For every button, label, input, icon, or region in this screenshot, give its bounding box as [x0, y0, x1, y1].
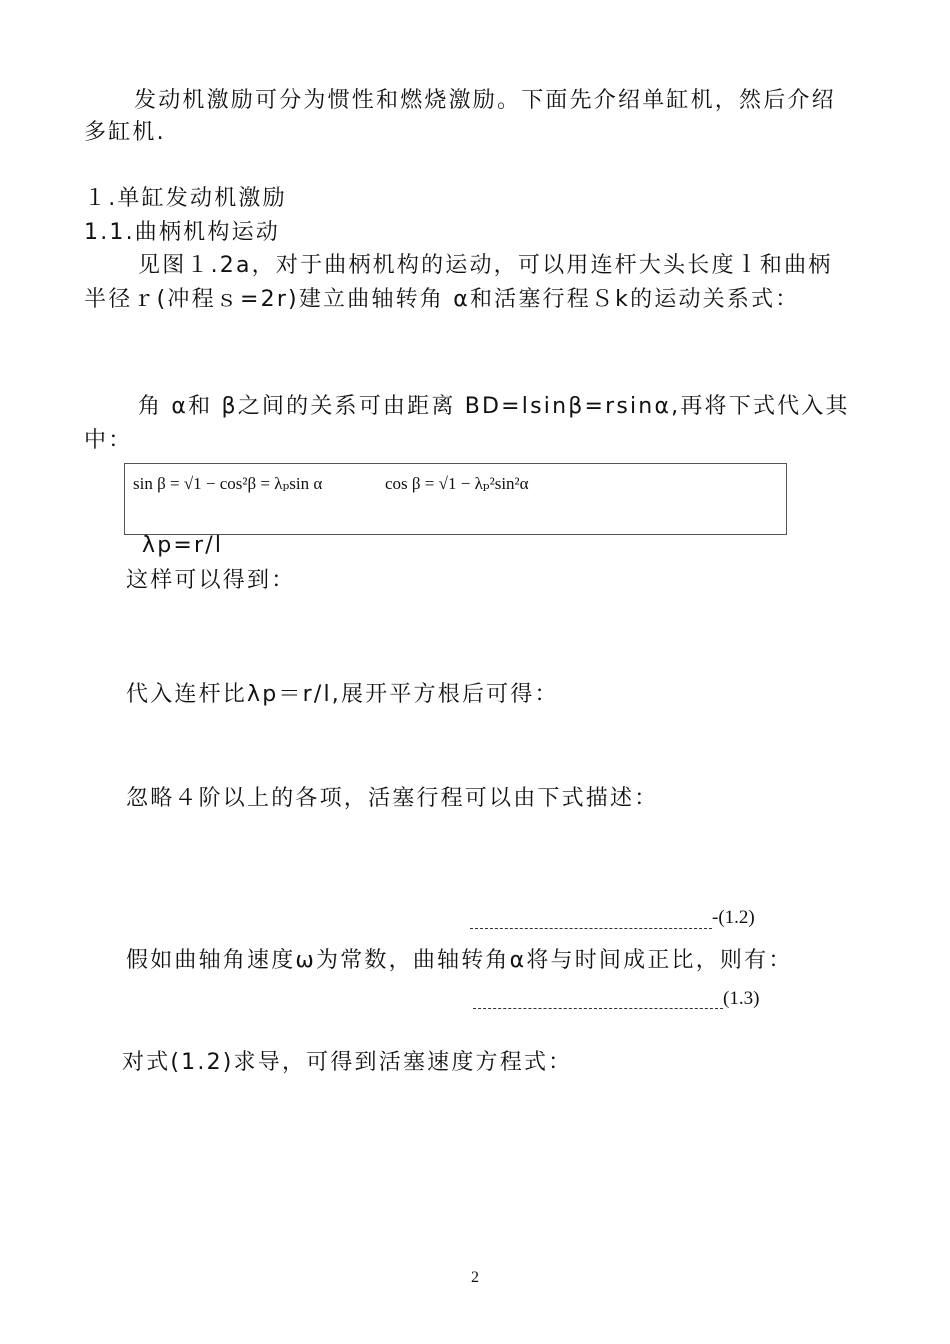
equation-box [124, 463, 787, 535]
page-number: 2 [471, 1269, 479, 1286]
section-heading-1: １.单缸发动机激励 [84, 186, 287, 211]
paragraph-2-line-1: 角 α和 β之间的关系可由距离 BD=lsinβ=rsinα,再将下式代入其 [138, 394, 850, 419]
text-ignore-higher-order: 忽略４阶以上的各项，活塞行程可以由下式描述： [126, 786, 659, 811]
equation-cos-beta: cos β = √1 − λₚ²sin²α [385, 474, 529, 493]
text-derive-velocity: 对式(1.2)求导，可得到活塞速度方程式： [122, 1050, 573, 1075]
paragraph-2-line-2: 中： [84, 428, 133, 453]
intro-line-1: 发动机激励可分为惯性和燃烧激励。下面先介绍单缸机，然后介绍 [134, 88, 836, 113]
text-substitute: 代入连杆比λp＝r/l,展开平方根后可得： [126, 682, 559, 707]
equation-placeholder-line-1-2 [470, 928, 712, 929]
paragraph-1-line-1: 见图１.2a，对于曲柄机构的运动，可以用连杆大头长度ｌ和曲柄 [138, 253, 833, 278]
section-heading-1-1: 1.1.曲柄机构运动 [84, 220, 280, 245]
intro-line-2: 多缸机. [84, 120, 166, 145]
lambda-definition: λp=r/l [142, 533, 224, 558]
text-obtain: 这样可以得到： [126, 568, 296, 593]
equation-sin-beta: sin β = √1 − cos²β = λₚsin α [133, 474, 323, 493]
equation-number-1-3: (1.3) [723, 988, 760, 1009]
paragraph-1-line-2: 半径ｒ(冲程ｓ=2r)建立曲轴转角 α和活塞行程Ｓk的运动关系式： [84, 287, 800, 312]
equation-number-1-2: -(1.2) [712, 907, 755, 928]
text-assume-constant-speed: 假如曲轴角速度ω为常数，曲轴转角α将与时间成正比，则有： [126, 948, 793, 973]
equation-placeholder-line-1-3 [473, 1008, 723, 1009]
